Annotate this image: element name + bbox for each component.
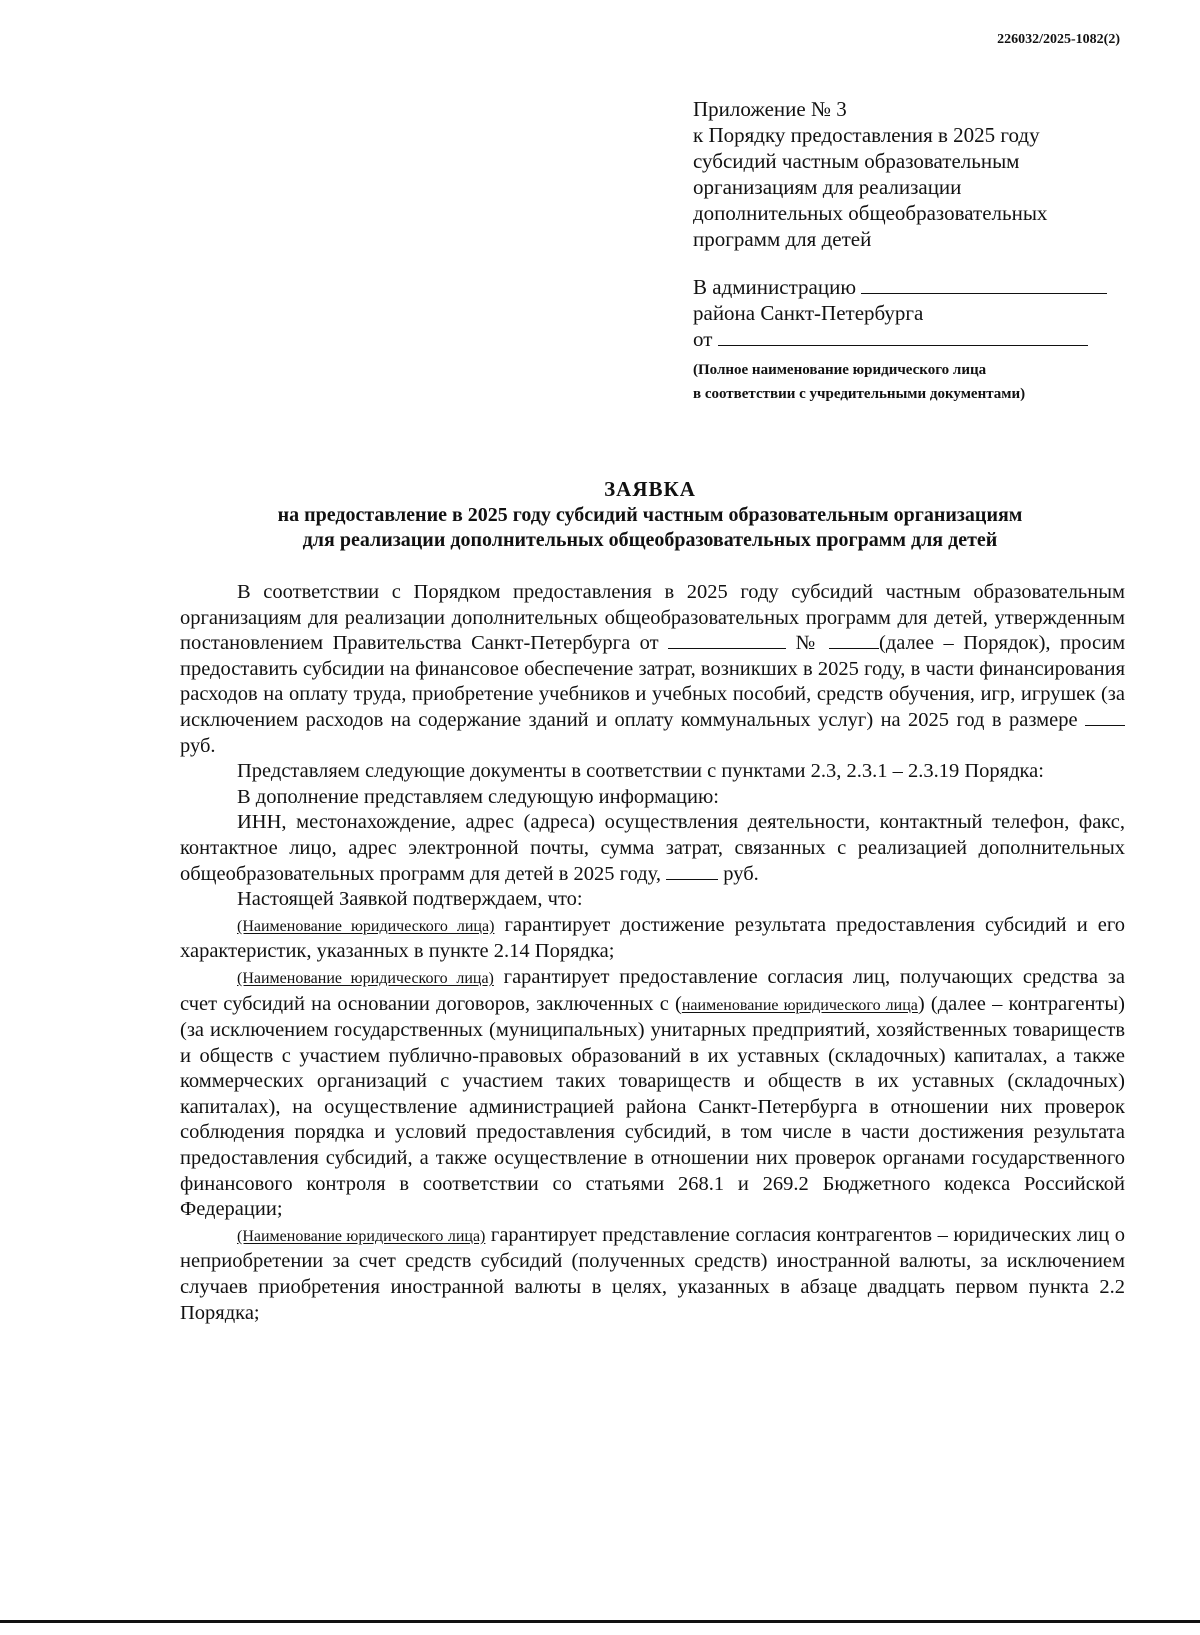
organization-name-placeholder: (Наименование юридического лица) xyxy=(237,969,494,987)
addressee-note-line: (Полное наименование юридического лица xyxy=(693,362,987,378)
application-subtitle-line: для реализации дополнительных общеобразовательных программ для детей xyxy=(302,529,998,551)
paragraph-text: гарантирует предоставление согласия лиц, получающих средства за счет субсидий на основании договоров, заключенных с ( xyxy=(180,965,1125,1015)
appendix-line: Приложение № 3 xyxy=(693,97,847,121)
expense-amount-blank-field[interactable] xyxy=(666,863,718,880)
organization-name-placeholder: наименование юридического лица xyxy=(681,996,918,1014)
appendix-line: к Порядку предоставления в 2025 году xyxy=(693,123,1040,147)
scan-edge-line xyxy=(0,1620,1200,1623)
appendix-reference xyxy=(693,96,1153,252)
district-blank-field[interactable] xyxy=(861,275,1107,294)
appendix-line: программ для детей xyxy=(693,227,872,251)
application-subtitle-line: на предоставление в 2025 году субсидий частным образовательным организациям xyxy=(277,504,1023,526)
paragraph-confirmation-intro: Настоящей Заявкой подтверждаем, что: xyxy=(237,888,583,911)
paragraph-request xyxy=(180,580,1125,759)
paragraph-guarantee-consent xyxy=(180,965,1125,1223)
addressee-administration-row xyxy=(693,274,1153,300)
currency-label: руб. xyxy=(180,734,216,757)
organization-name-placeholder: (Наименование юридического лица) xyxy=(237,1227,486,1245)
addressee-note-line: в соответствии с учредительными документами) xyxy=(693,386,1026,402)
subsidy-amount-blank-field[interactable] xyxy=(1085,709,1125,726)
paragraph-text: (далее – Порядок), просим предоставить субсидии на финансовое обеспечение затрат, возникших в 2025 году, в части финансирования расходов на оплату труда, приобретение учебников и учебных пособий, средств обучения, игр, игрушек (за исключением расходов на содержание зданий и оплату коммунальных услуг) на 2025 год в размере xyxy=(180,632,1126,731)
paragraph-guarantee-result xyxy=(180,913,1125,965)
paragraph-text: ) (далее – контрагенты) (за исключением государственных (муниципальных) унитарных предприятий, хозяйственных товариществ и обществ с участием публично-правовых образований в их уставных (складочных) капиталах, а также коммерческих организаций с участием таких товариществ и обществ в их уставных (складочных) капиталах), на осуществление администрацией района Санкт-Петербурга в отношении них проверок соблюдения порядка и условий предоставления субсидий, в том числе в части достижения результата предоставления субсидий, а также осуществление в отношении них проверок органами государственного финансового контроля в соответствии со статьями 268.1 и 269.2 Бюджетного кодекса Российской Федерации; xyxy=(180,992,1125,1221)
appendix-line: дополнительных общеобразовательных xyxy=(693,201,1048,225)
paragraph-guarantee-currency xyxy=(180,1223,1125,1326)
addressee-from-row xyxy=(693,326,1153,352)
paragraph-text: гарантирует представление согласия контрагентов – юридических лиц о неприобретении за счет средств субсидий (полученных средств) иностранной валюты, за исключением случаев приобретения иностранной валюты в целях, указанных в абзаце двадцать первом пункта 2.2 Порядка; xyxy=(180,1223,1126,1324)
registration-number: 226032/2025-1082(2) xyxy=(997,32,1120,47)
addressee-district-label: района Санкт-Петербурга xyxy=(693,301,924,325)
paragraph-additional-info-intro: В дополнение представляем следующую информацию: xyxy=(237,785,719,808)
appendix-line: субсидий частным образовательным xyxy=(693,149,1020,173)
application-body xyxy=(180,580,1125,1326)
paragraph-documents: Представляем следующие документы в соответствии с пунктами 2.3, 2.3.1 – 2.3.19 Порядка: xyxy=(237,760,1044,783)
organization-name-placeholder: (Наименование юридического лица) xyxy=(237,917,495,935)
application-title: ЗАЯВКА xyxy=(604,477,696,501)
paragraph-text: ИНН, местонахождение, адрес (адреса) осуществления деятельности, контактный телефон, факс, контактное лицо, адрес электронной почты, сумма затрат, связанных с реализацией дополнительных общеобразовательных программ для детей в 2025 году, xyxy=(180,811,1125,885)
appendix-line: организациям для реализации xyxy=(693,175,962,199)
addressee-block xyxy=(693,274,1153,406)
organization-name-blank-field[interactable] xyxy=(718,327,1088,346)
paragraph-text: В соответствии с Порядком предоставления в 2025 году субсидий частным образовательным организациям для реализации дополнительных общеобразовательных программ для детей, утвержденным постановлением Правительства Санкт-Петербурга от xyxy=(180,581,1125,655)
paragraph-text: гарантирует достижение результата предоставления субсидий и его характеристик, указанных в пункте 2.14 Порядка; xyxy=(180,913,1125,963)
number-sign: № xyxy=(795,632,820,655)
paragraph-additional-info xyxy=(180,810,1125,887)
resolution-number-blank-field[interactable] xyxy=(829,632,879,649)
currency-label: руб. xyxy=(723,862,759,885)
resolution-date-blank-field[interactable] xyxy=(668,632,786,649)
application-title-block xyxy=(150,476,1150,553)
addressee-from-label: от xyxy=(693,327,713,351)
addressee-administration-label: В администрацию xyxy=(693,275,857,299)
